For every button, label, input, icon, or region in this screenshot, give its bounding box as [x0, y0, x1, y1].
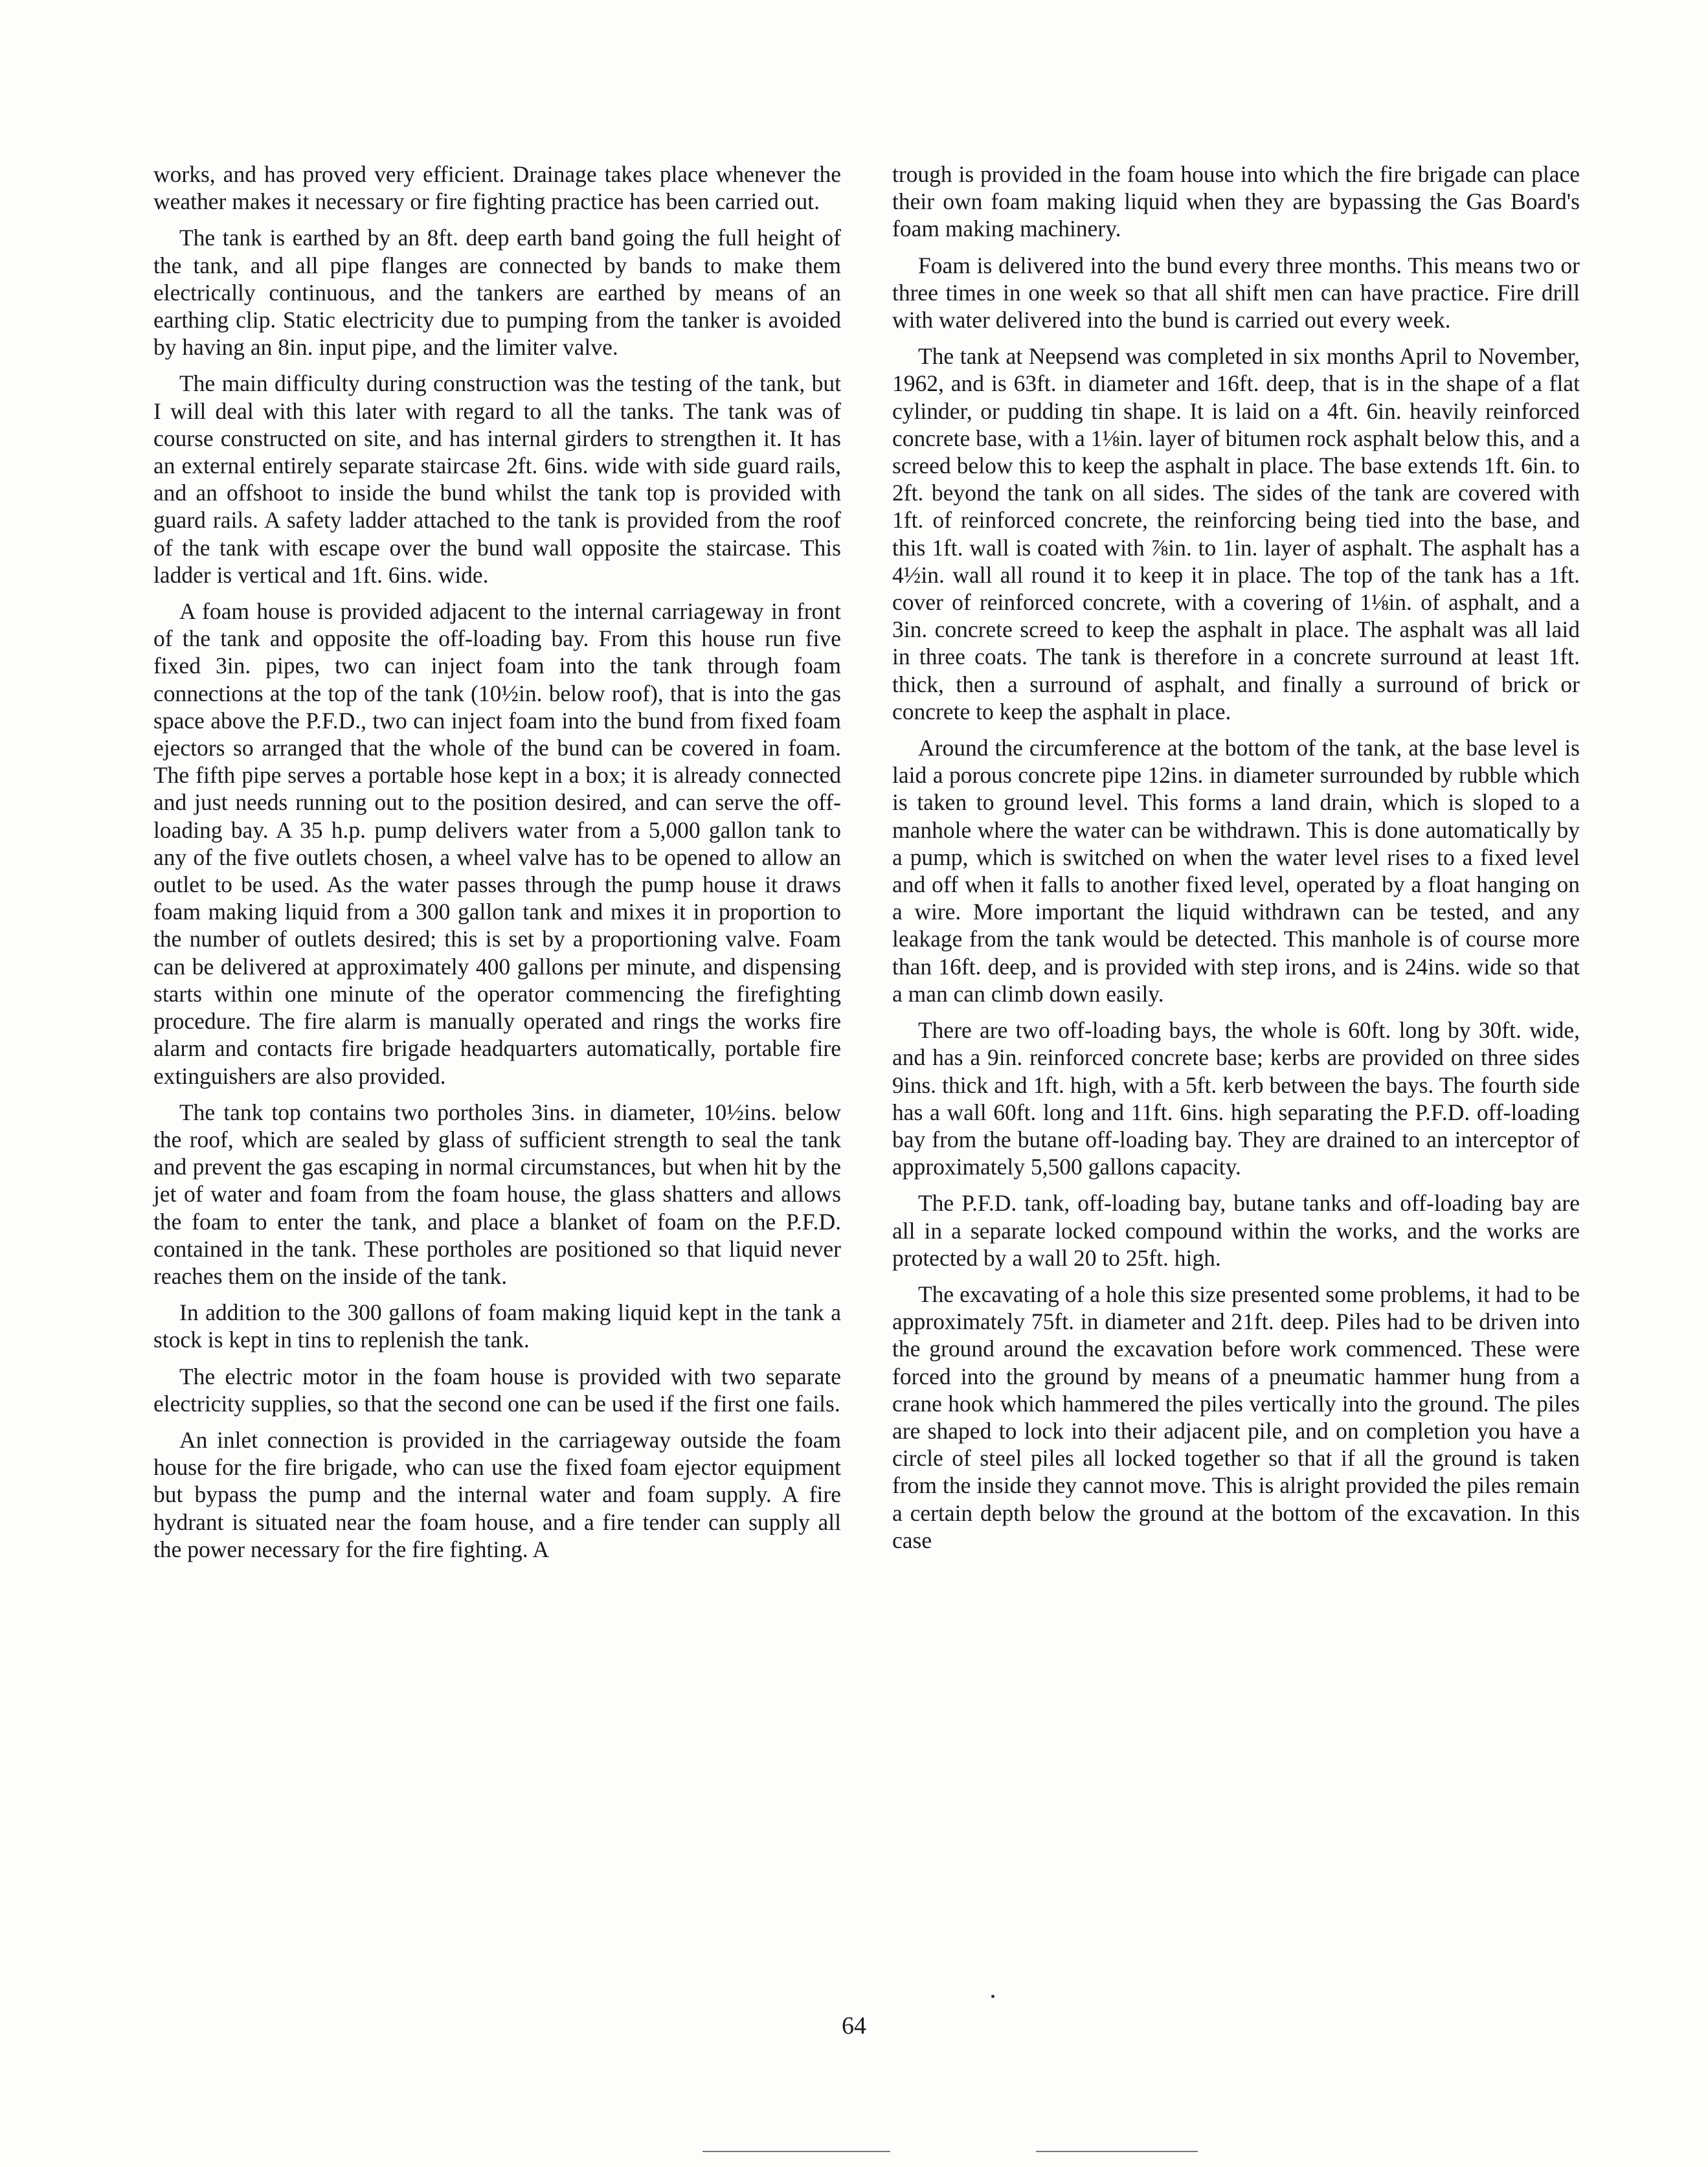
paragraph: The tank at Neepsend was completed in six months April to November, 1962, and is 63ft. in diameter and 16ft. deep, that is in the shape of a flat cylinder, or pudding tin shape. It is laid on a 4ft. 6in. heavily reinforced concrete base, with a 1⅛in. layer of bitumen rock asphalt below this, and a screed below this to keep the asphalt in place. The base extends 1ft. 6in. to 2ft. beyond the tank on all sides. The sides of the tank are covered with 1ft. of reinforced concrete, the reinforcing being tied into the base, and this 1ft. wall is coated with ⅞in. to 1in. layer of asphalt. The asphalt has a 4½in. wall all round it to keep it in place. The top of the tank has a 1ft. cover of reinforced concrete, with a covering of 1⅛in. of asphalt, and a 3in. concrete screed to keep the asphalt in place. The asphalt was all laid in three coats. The tank is therefore in a concrete surround at least 1ft. thick, then a surround of asphalt, and finally a surround of brick or concrete to keep the asphalt in place. — [892, 343, 1580, 724]
paragraph: In addition to the 300 gallons of foam making liquid kept in the tank a stock is kept in tins to replenish the tank. — [153, 1299, 841, 1353]
paragraph: The tank top contains two portholes 3ins. in diameter, 10½ins. below the roof, which are sealed by glass of sufficient strength to seal the tank and prevent the gas escaping in normal circumstances, but when hit by the jet of water and foam from the foam house, the glass shatters and allows the foam to enter the tank, and place a blanket of foam on the P.F.D. contained in the tank. These portholes are positioned so that liquid never reaches them on the inside of the tank. — [153, 1099, 841, 1289]
paragraph: The P.F.D. tank, off-loading bay, butane tanks and off-loading bay are all in a separate locked compound within the works, and the works are protected by a wall 20 to 25ft. high. — [892, 1190, 1580, 1271]
scan-edge-rule — [1036, 2151, 1198, 2152]
paragraph: The tank is earthed by an 8ft. deep earth band going the full height of the tank, and all pipe flanges are connected by bands to make them electrically continuous, and the tankers are earthed by means of an earthing clip. Static electricity due to pumping from the tanker is avoided by having an 8in. input pipe, and the limiter valve. — [153, 225, 841, 361]
paragraph: The electric motor in the foam house is provided with two separate electricity supplies, so that the second one can be used if the first one fails. — [153, 1363, 841, 1417]
page-number: 64 — [842, 2012, 866, 2039]
paragraph: There are two off-loading bays, the whole is 60ft. long by 30ft. wide, and has a 9in. reinforced concrete base; kerbs are provided on three sides 9ins. thick and 1ft. high, with a 5ft. kerb between the bays. The fourth side has a wall 60ft. long and 11ft. 6ins. high separating the P.F.D. off-loading bay from the butane off-loading bay. They are drained to an interceptor of approximately 5,500 gallons capacity. — [892, 1017, 1580, 1180]
scan-edge-rule — [702, 2151, 890, 2152]
scan-speck — [991, 1995, 994, 1998]
paragraph: An inlet connection is provided in the carriageway outside the foam house for the fire brigade, who can use the fixed foam ejector equipment but bypass the pump and the internal water and foam supply. A fire hydrant is situated near the foam house, and a fire tender can supply all the power necessary for the fire fighting. A — [153, 1426, 841, 1562]
paragraph: The excavating of a hole this size presented some problems, it had to be approximately 75ft. in diameter and 21ft. deep. Piles had to be driven into the ground around the excavation before work commenced. These were forced into the ground by means of a pneumatic hammer hung from a crane hook which hammered the piles vertically into the ground. The piles are shaped to lock into their adjacent pile, and on completion you have a circle of steel piles all locked together so that if all the ground is taken from the inside they cannot move. This is alright provided the piles remain a certain depth below the ground at the bottom of the excavation. In this case — [892, 1281, 1580, 1553]
paragraph: The main difficulty during construction was the testing of the tank, but I will deal with this later with regard to all the tanks. The tank was of course constructed on site, and has internal girders to strengthen it. It has an external entirely separate staircase 2ft. 6ins. wide with side guard rails, and an offshoot to inside the bund whilst the tank top is provided with guard rails. A safety ladder attached to the tank is provided from the roof of the tank with escape over the bund wall opposite the staircase. This ladder is vertical and 1ft. 6ins. wide. — [153, 370, 841, 588]
paragraph: works, and has proved very efficient. Drainage takes place whenever the weather makes it necessary or fire fighting practice has been carried out. — [153, 161, 841, 215]
left-column — [153, 161, 841, 1572]
right-column — [892, 161, 1580, 1563]
paragraph: Foam is delivered into the bund every three months. This means two or three times in one week so that all shift men can have practice. Fire drill with water delivered into the bund is carried out every week. — [892, 252, 1580, 333]
paragraph: Around the circumference at the bottom of the tank, at the base level is laid a porous concrete pipe 12ins. in diameter surrounded by rubble which is taken to ground level. This forms a land drain, which is sloped to a manhole where the water can be withdrawn. This is done automatically by a pump, which is switched on when the water level rises to a fixed level and off when it falls to another fixed level, operated by a float hanging on a wire. More important the liquid withdrawn can be tested, and any leakage from the tank would be detected. This manhole is of course more than 16ft. deep, and is provided with step irons, and is 24ins. wide so that a man can climb down easily. — [892, 735, 1580, 1007]
paragraph: A foam house is provided adjacent to the internal carriageway in front of the tank and opposite the off-loading bay. From this house run five fixed 3in. pipes, two can inject foam into the tank through foam connections at the top of the tank (10½in. below roof), that is into the gas space above the P.F.D., two can inject foam into the bund from fixed foam ejectors so arranged that the whole of the bund can be covered in foam. The fifth pipe serves a portable hose kept in a box; it is already connected and just needs running out to the position desired, and can serve the off-loading bay. A 35 h.p. pump delivers water from a 5,000 gallon tank to any of the five outlets chosen, a wheel valve has to be opened to allow an outlet to be used. As the water passes through the pump house it draws foam making liquid from a 300 gallon tank and mixes it in proportion to the number of outlets desired; this is set by a proportioning valve. Foam can be delivered at approximately 400 gallons per minute, and dispensing starts within one minute of the operator commencing the firefighting procedure. The fire alarm is manually operated and rings the works fire alarm and contacts fire brigade headquarters automatically, portable fire extinguishers are also provided. — [153, 598, 841, 1089]
paragraph: trough is provided in the foam house into which the fire brigade can place their own foam making liquid when they are bypassing the Gas Board's foam making machinery. — [892, 161, 1580, 242]
